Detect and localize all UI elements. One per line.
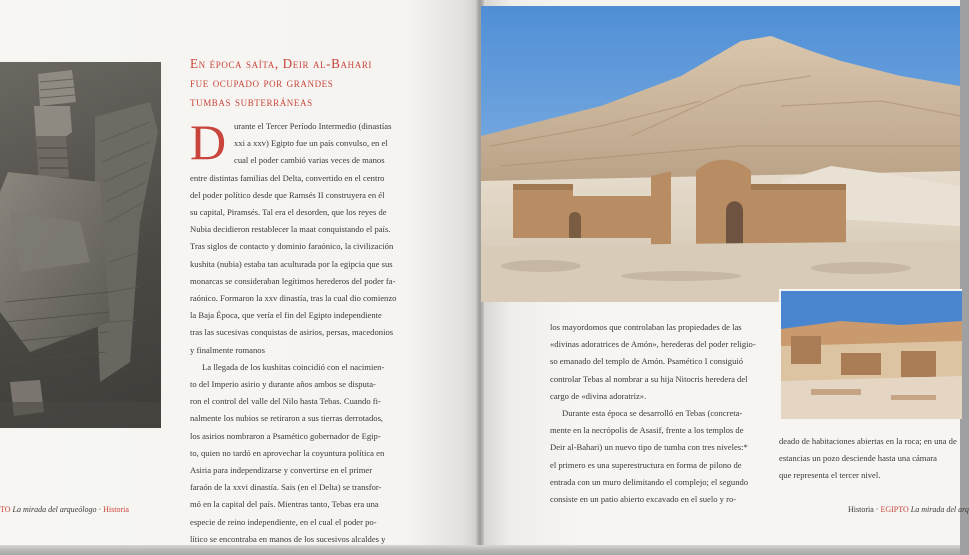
running-footer-left [0, 505, 129, 514]
drop-cap: D [190, 114, 227, 170]
text-line: Tras siglos de contacto y dominio faraónico, la civilización [190, 241, 394, 252]
running-footer-right [848, 505, 969, 514]
section-heading [190, 54, 430, 111]
text-line: Durante esta época se desarrolló en Tebas (concreta- [562, 408, 743, 419]
tomb-complex-photo [779, 289, 962, 419]
text-line: el primero es una superestructura en forma de pilono de [550, 459, 742, 470]
text-line: del poder político desde que Ramsés II construyera en él [190, 189, 385, 200]
heading-line: fue ocupado por grandes [190, 75, 334, 90]
text-line: mente en la necrópolis de Asasif, frente a los templos de [550, 425, 744, 436]
text-line: Deir al-Bahari) un nuevo tipo de tumba con tres niveles:* [550, 442, 748, 453]
text-line: monarcas se consideraban legítimos herederos del poder fa- [190, 275, 396, 286]
text-line: «divinas adoratrices de Amón», herederas del poder religio- [550, 339, 756, 350]
text-line: cargo de «divina adoratriz». [550, 390, 647, 401]
heading-line: tumbas subterráneas [190, 94, 313, 109]
assyrian-relief-photo [0, 62, 161, 428]
footer-category: Historia [848, 505, 874, 514]
body-column-right [550, 319, 768, 508]
text-line: kushita (nubia) estaba tan aculturada por la egipcia que sus [190, 258, 393, 269]
text-line: especie de reino independiente, en el cual el poder po- [190, 516, 377, 527]
text-line: que representa el tercer nivel. [779, 470, 881, 481]
text-line: to, quien no tardó en aprovechar la coyuntura política en [190, 447, 385, 458]
text-line: nalmente los nubios se retiraron a sus tierras derrotados, [190, 413, 384, 424]
text-line: los mayordomos que controlaban las propiedades de las [550, 322, 742, 332]
footer-separator: · [98, 505, 102, 514]
text-line: ron el control del valle del Nilo hasta Tebas. Cuando fi- [190, 396, 381, 407]
text-line: to del Imperio asirio y durante años ambos se disputa- [190, 379, 376, 390]
footer-title: La mirada del arq [910, 505, 969, 514]
text-line: Asiria para independizarse y convertirse en el primer [190, 465, 373, 476]
footer-title: La mirada del arqueólogo [12, 505, 97, 514]
text-line: so emanado del templo de Amón. Psamético I consiguió [550, 356, 744, 367]
text-line: lítico se encontraba en manos de los sucesivos alcaldes y [190, 533, 386, 544]
text-line: la Baja Época, que vería el fin del Egipto independiente [190, 310, 382, 321]
footer-category: Historia [103, 505, 129, 514]
text-line: los asirios nombraron a Psamético gobernador de Egip- [190, 430, 381, 441]
text-line: controlar Tebas al nombrar a su hija Nitocris heredera del [550, 373, 748, 384]
body-column-left [190, 114, 408, 548]
footer-section: TO [0, 505, 11, 514]
deir-al-bahari-photo [481, 6, 960, 302]
text-line: y finalmente romanos [190, 344, 265, 355]
body-column-far-right [779, 433, 960, 485]
footer-section: EGIPTO [880, 505, 909, 514]
text-line: Nubia decidieron restablecer la maat conquistando el país. [190, 224, 391, 235]
text-line: raónico. Formaron la xxv dinastía, tras la cual dio comienzo [190, 293, 397, 304]
text-line: cual el poder cambió varias veces de manos [234, 155, 385, 166]
book-bottom-edge [0, 545, 960, 555]
text-line: mó en la capital del país. Mientras tanto, Tebas era una [190, 499, 379, 510]
text-line: faraón de la xxvi dinastía. Sais (en el Delta) se transfor- [190, 482, 382, 493]
footer-separator: · [875, 505, 879, 514]
text-line: entrada con un muro delimitando el complejo; el segundo [550, 476, 749, 487]
text-line: urante el Tercer Período Intermedio (dinastías [234, 121, 392, 131]
heading-line: En época saíta, Deir al-Bahari [190, 56, 373, 71]
text-line: deado de habitaciones abiertas en la roca; en una de [779, 436, 957, 446]
text-line: entre distintas familias del Delta, convertido en el centro [190, 172, 385, 183]
text-line: consiste en un patio abierto excavado en el suelo y ro- [550, 494, 737, 505]
text-line: La llegada de los kushitas coincidió con el nacimien- [202, 361, 385, 372]
text-line: su capital, Piramsés. Tal era el desorden, que los reyes de [190, 207, 387, 218]
text-line: tras las sucesivas conquistas de asirios, persas, macedonios [190, 327, 394, 338]
text-line: xxi a xxv) Egipto fue un país convulso, en el [234, 138, 388, 149]
text-line: estancias un pozo desciende hasta una cámara [779, 453, 937, 464]
